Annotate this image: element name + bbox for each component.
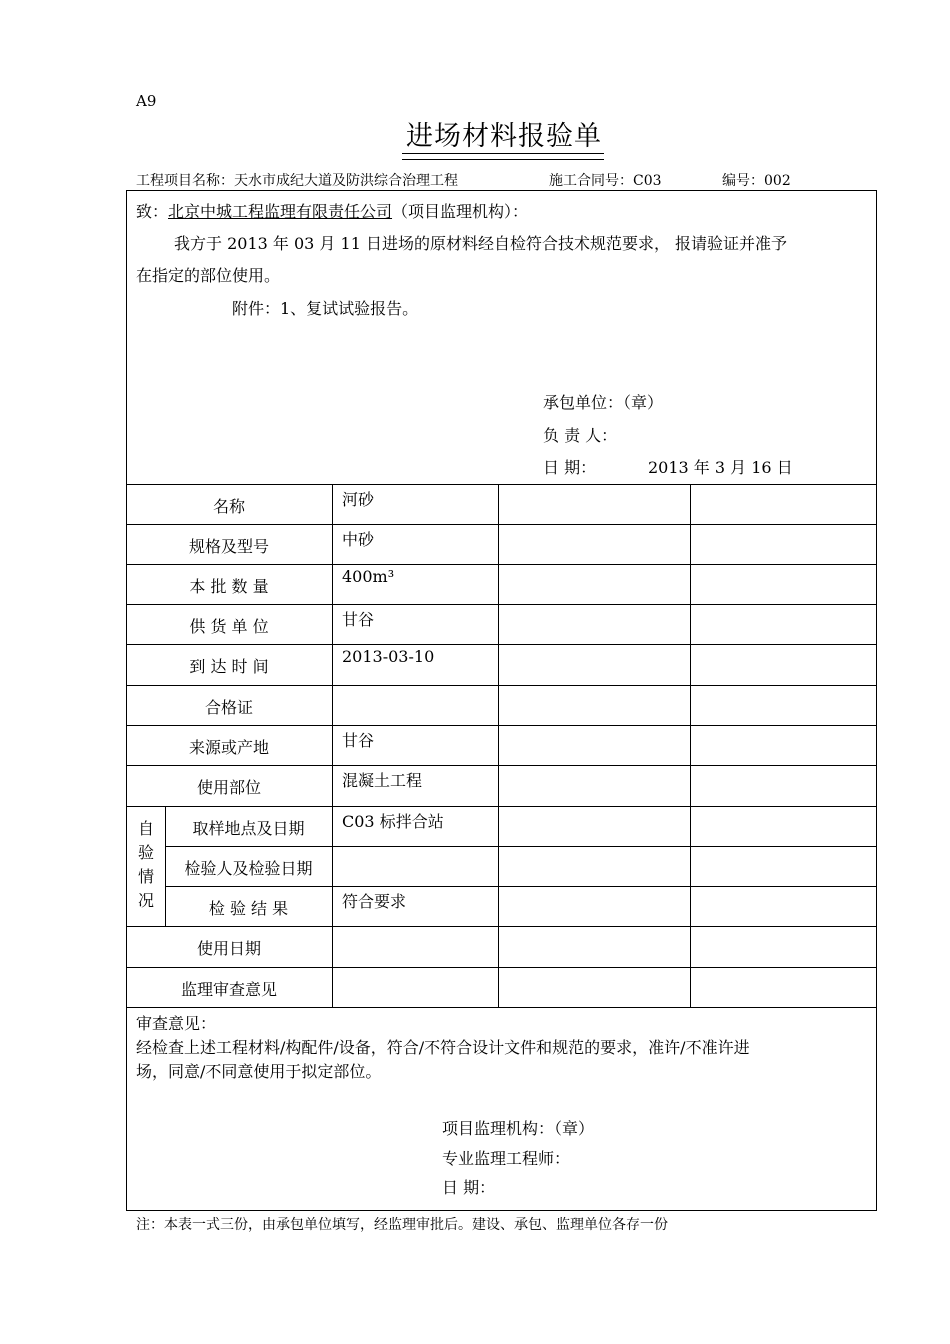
row-label: 检 验 结 果 xyxy=(208,899,289,918)
row-label: 监理审查意见 xyxy=(180,980,277,999)
review-date: 日 期： xyxy=(442,1178,496,1197)
footnote: 注：本表一式三份，由承包单位填写，经监理审批后。建设、承包、监理单位各存一份 xyxy=(136,1217,668,1233)
self-check-group-label-char: 验 xyxy=(137,843,154,862)
review-heading: 审查意见： xyxy=(136,1014,217,1033)
attachment-line: 附件：1、复试试验报告。 xyxy=(232,299,419,318)
row-value: 中砂 xyxy=(342,530,375,549)
row-value: 符合要求 xyxy=(342,892,407,911)
row-divider xyxy=(126,685,877,686)
row-label: 名称 xyxy=(212,497,245,516)
column-divider xyxy=(690,484,691,1007)
title-double-underline xyxy=(402,153,604,160)
row-divider xyxy=(126,806,877,807)
row-label: 使用部位 xyxy=(196,778,261,797)
document-number: 编号：002 xyxy=(722,173,791,189)
row-divider xyxy=(165,886,877,887)
row-label: 规格及型号 xyxy=(188,537,269,556)
application-date-value: 2013 年 3 月 16 日 xyxy=(648,458,793,477)
row-value: 2013-03-10 xyxy=(342,647,435,666)
self-check-group-label-char: 自 xyxy=(137,819,154,838)
row-label: 检验人及检验日期 xyxy=(184,859,313,878)
addressee-org: 北京中城工程监理有限责任公司 xyxy=(168,202,393,221)
self-check-group-label-char: 况 xyxy=(137,891,154,910)
review-line2: 场，同意/不同意使用于拟定部位。 xyxy=(136,1062,382,1081)
row-value: 河砂 xyxy=(342,490,375,509)
row-label: 到 达 时 间 xyxy=(189,657,269,676)
addressee-prefix: 致： xyxy=(136,202,169,221)
row-value: 400m³ xyxy=(342,567,395,586)
row-label: 来源或产地 xyxy=(188,738,269,757)
column-divider xyxy=(498,484,499,1007)
row-value: C03 标拌合站 xyxy=(342,812,444,831)
row-divider xyxy=(126,725,877,726)
row-divider xyxy=(126,765,877,766)
row-divider xyxy=(126,524,877,525)
row-label: 供 货 单 位 xyxy=(189,617,269,636)
application-body-line2: 在指定的部位使用。 xyxy=(136,266,281,285)
document-title: 进场材料报验单 xyxy=(406,121,602,152)
row-label: 合格证 xyxy=(204,698,253,717)
contract-number: 施工合同号：C03 xyxy=(549,173,662,189)
addressee-suffix: （项目监理机构）： xyxy=(392,202,529,221)
form-code: A9 xyxy=(136,92,157,110)
row-label: 本 批 数 量 xyxy=(189,577,269,596)
row-value: 甘谷 xyxy=(342,610,375,629)
review-agency-seal: 项目监理机构：（章） xyxy=(442,1119,595,1138)
row-divider xyxy=(126,564,877,565)
project-name: 工程项目名称：天水市成纪大道及防洪综合治理工程 xyxy=(136,173,458,189)
row-label: 取样地点及日期 xyxy=(192,819,305,838)
responsible-person: 负 责 人： xyxy=(543,426,618,445)
row-label: 使用日期 xyxy=(196,939,261,958)
row-divider xyxy=(126,484,877,485)
row-divider xyxy=(165,846,877,847)
application-body-line1: 我方于 2013 年 03 月 11 日进场的原材料经自检符合技术规范要求， 报请验证并准予 xyxy=(174,234,788,253)
application-date-label: 日 期： xyxy=(543,458,597,477)
row-divider xyxy=(126,604,877,605)
row-divider xyxy=(126,644,877,645)
review-line1: 经检查上述工程材料/构配件/设备，符合/不符合设计文件和规范的要求，准许/不准许进 xyxy=(136,1038,750,1057)
row-divider xyxy=(126,1007,877,1008)
self-check-group-label-char: 情 xyxy=(137,867,154,886)
row-divider xyxy=(126,967,877,968)
addressee-line xyxy=(136,199,528,222)
row-value: 甘谷 xyxy=(342,731,375,750)
review-engineer: 专业监理工程师： xyxy=(442,1149,571,1168)
column-divider xyxy=(332,484,333,1007)
row-value: 混凝土工程 xyxy=(342,771,423,790)
row-divider xyxy=(126,926,877,927)
contractor-seal: 承包单位：（章） xyxy=(543,393,664,412)
